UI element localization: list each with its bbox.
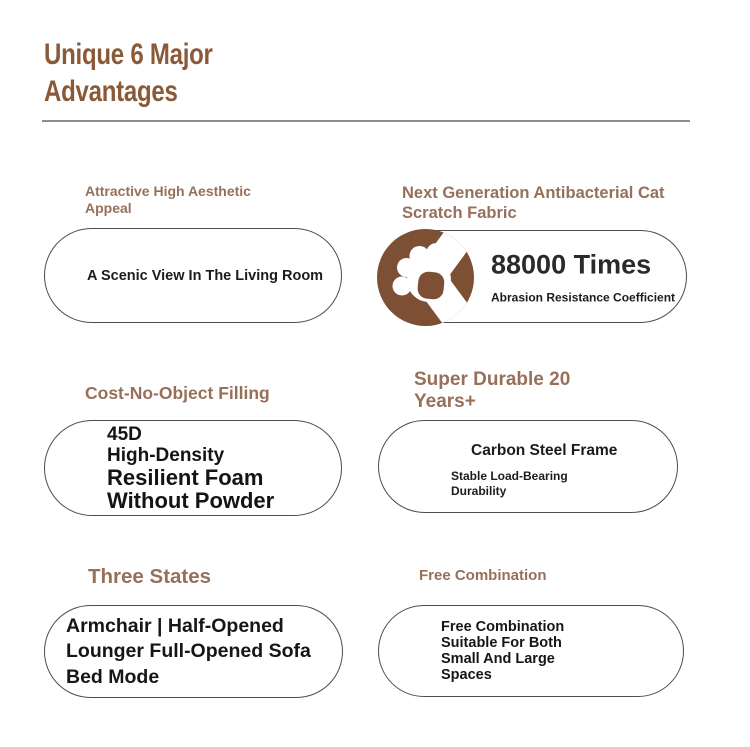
abrasion-stat: [491, 249, 675, 304]
advantage-body-combination: Free Combination Suitable For Both Small And Large Spaces: [441, 619, 565, 683]
advantage-body-filling: [107, 424, 274, 512]
filling-line: High-Density: [107, 445, 225, 466]
advantage-body-sub-durable: Stable Load-Bearing Durability: [451, 469, 568, 498]
advantage-body-title-durable: Carbon Steel Frame: [471, 442, 618, 459]
advantage-card-filling: [44, 420, 342, 516]
advantage-card-states: [44, 605, 343, 698]
cat-paw-icon: [377, 229, 474, 326]
divider: [42, 120, 690, 122]
advantage-heading-filling: Cost-No-Object Filling: [85, 383, 270, 403]
filling-line: Resilient Foam: [107, 465, 264, 490]
stat-label: Abrasion Resistance Coefficient: [491, 290, 676, 304]
advantage-heading-fabric: Next Generation Antibacterial Cat Scratch Fabric: [402, 184, 665, 222]
advantage-card-combination: [378, 605, 684, 697]
advantage-heading-aesthetic: Attractive High Aesthetic Appeal: [85, 183, 251, 216]
advantage-heading-durable: Super Durable 20 Years+: [414, 369, 571, 412]
advantage-card-durable: [378, 420, 678, 513]
advantage-card-aesthetic: [44, 228, 342, 323]
page-title: Unique 6 Major Advantages: [44, 38, 213, 108]
advantage-body-states: Armchair | Half-Opened Lounger Full-Opened Sofa Bed Mode: [66, 614, 311, 688]
advantage-heading-combination: Free Combination: [419, 567, 547, 584]
stat-value: 88000 Times: [491, 249, 652, 279]
advantage-heading-states: Three States: [88, 565, 212, 588]
advantage-card-fabric: [378, 230, 687, 323]
filling-line: 45D: [107, 424, 142, 445]
advantage-body-aesthetic: A Scenic View In The Living Room: [87, 267, 324, 284]
filling-line: Without Powder: [107, 488, 275, 513]
